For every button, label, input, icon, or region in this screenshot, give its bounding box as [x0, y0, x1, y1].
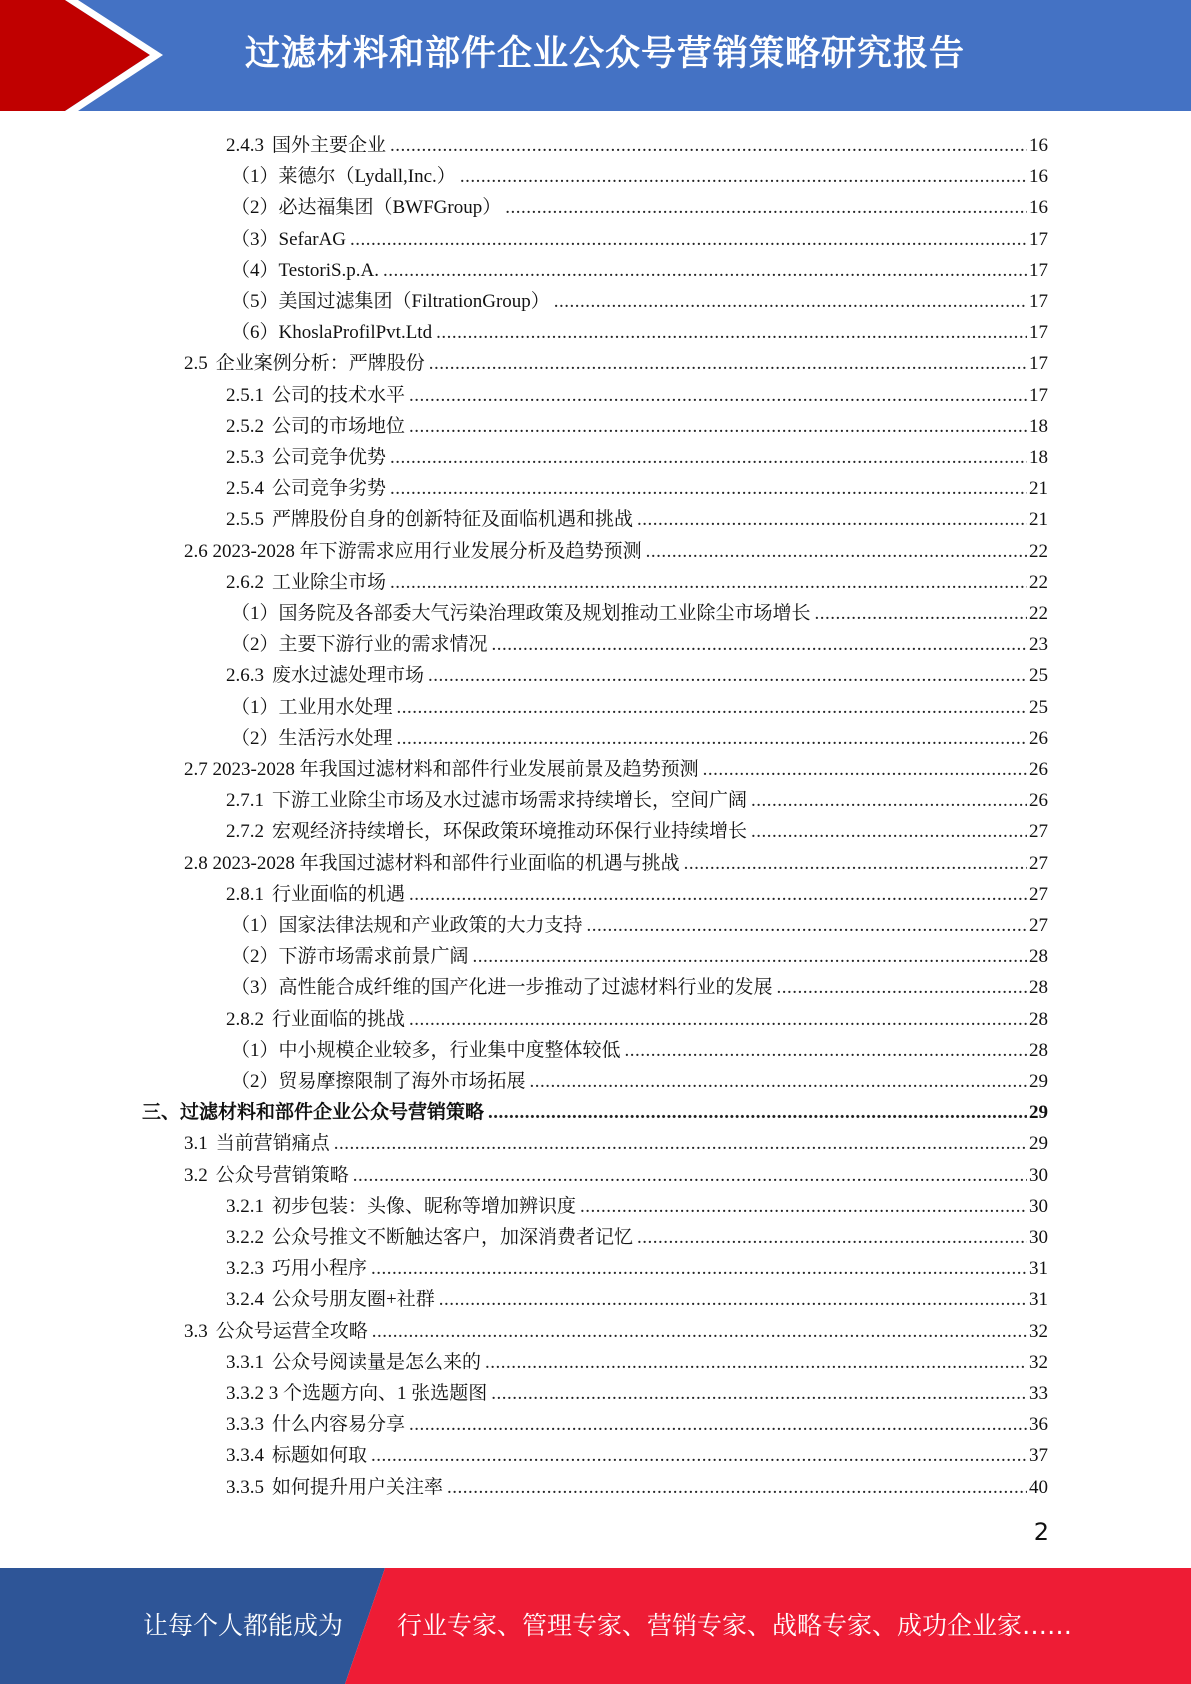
- footer-slogan-left: 让每个人都能成为: [143, 1611, 344, 1640]
- toc-entry[interactable]: [0, 657, 1191, 688]
- toc-entry-number: 2.8.1: [226, 883, 264, 905]
- toc-entry-page: 40: [1029, 1476, 1048, 1498]
- toc-entry-title: （2）贸易摩擦限制了海外市场拓展: [231, 1071, 526, 1092]
- toc-entry-number: 3.2.3: [226, 1258, 264, 1280]
- toc-dot-leader: [409, 384, 1027, 408]
- toc-entry-title: （1）工业用水处理: [231, 696, 393, 718]
- toc-entry-number: 2.8.2: [226, 1008, 264, 1030]
- toc-entry-page: 18: [1029, 447, 1048, 468]
- toc-entry[interactable]: [0, 1375, 1191, 1406]
- toc-entry[interactable]: [0, 595, 1191, 626]
- toc-entry[interactable]: [0, 782, 1191, 813]
- toc-entry[interactable]: [0, 969, 1191, 1000]
- toc-dot-leader: [505, 196, 1027, 220]
- toc-entry-title: （3）高性能合成纤维的国产化进一步推动了过滤材料行业的发展: [231, 977, 773, 999]
- toc-dot-leader: [637, 508, 1027, 532]
- toc-entry-page: 22: [1029, 571, 1048, 593]
- toc-entry-number: 3.2: [184, 1164, 208, 1186]
- toc-entry-number: 3.3.5: [226, 1476, 264, 1498]
- toc-entry-page: 17: [1029, 228, 1048, 250]
- toc-entry-title: 严牌股份自身的创新特征及面临机遇和挑战: [272, 509, 634, 531]
- toc-entry-page: 16: [1029, 197, 1048, 219]
- toc-entry[interactable]: [0, 1281, 1191, 1312]
- toc-entry-title: （1）中小规模企业较多，行业集中度整体较低: [231, 1039, 621, 1061]
- toc-entry-page: 31: [1029, 1289, 1048, 1311]
- toc-entry-page: 30: [1029, 1195, 1048, 1217]
- toc-entry-title: 公众号运营全攻略: [215, 1320, 368, 1342]
- toc-entry-page: 17: [1029, 322, 1048, 344]
- toc-dot-leader: [684, 852, 1027, 876]
- toc-entry-page: 33: [1029, 1383, 1048, 1404]
- toc-entry-title: 企业案例分析：严牌股份: [215, 353, 425, 375]
- toc-entry-page: 28: [1029, 977, 1048, 999]
- toc-dot-leader: [383, 259, 1027, 283]
- toc-entry-title: （1）国家法律法规和产业政策的大力支持: [231, 915, 583, 936]
- toc-entry[interactable]: [0, 1157, 1191, 1188]
- toc-dot-leader: [390, 571, 1027, 595]
- toc-entry[interactable]: [0, 501, 1191, 532]
- toc-entry[interactable]: [0, 1001, 1191, 1032]
- toc-entry-page: 27: [1029, 852, 1048, 874]
- toc-dot-leader: [371, 1444, 1027, 1468]
- toc-dot-leader: [554, 290, 1027, 314]
- toc-entry[interactable]: [0, 845, 1191, 876]
- toc-entry-page: 32: [1029, 1351, 1048, 1373]
- toc-entry[interactable]: [0, 689, 1191, 720]
- toc-dot-leader: [428, 664, 1027, 688]
- toc-entry-number: 3.2.4: [226, 1289, 264, 1311]
- toc-entry[interactable]: [0, 127, 1191, 158]
- toc-entry[interactable]: [0, 189, 1191, 220]
- toc-entry-title: 3.3.2 3 个选题方向、1 张选题图: [226, 1383, 488, 1404]
- toc-entry-page: 23: [1029, 634, 1048, 656]
- toc-entry-number: 2.5.3: [226, 447, 264, 468]
- toc-entry-title: 行业面临的机遇: [272, 883, 406, 905]
- toc-entry-title: 公众号阅读量是怎么来的: [272, 1351, 482, 1373]
- toc-entry[interactable]: [0, 1250, 1191, 1281]
- toc-entry-number: 2.5: [184, 353, 208, 375]
- toc-entry[interactable]: [0, 1032, 1191, 1063]
- toc-dot-leader: [409, 1413, 1027, 1437]
- toc-entry-title: 什么内容易分享: [272, 1414, 406, 1436]
- toc-entry-page: 17: [1029, 353, 1048, 375]
- page-footer: [0, 1568, 1191, 1684]
- toc-entry[interactable]: [0, 907, 1191, 938]
- toc-entry-number: 3.3.1: [226, 1351, 264, 1373]
- toc-entry[interactable]: [0, 470, 1191, 501]
- toc-entry[interactable]: [0, 564, 1191, 595]
- toc-entry-page: 26: [1029, 759, 1048, 780]
- toc-entry-page: 17: [1029, 384, 1048, 406]
- toc-entry-title: 废水过滤处理市场: [272, 665, 425, 687]
- toc-dot-leader: [429, 352, 1027, 376]
- toc-entry[interactable]: [0, 1063, 1191, 1094]
- toc-entry-title: （5）美国过滤集团（FiltrationGroup）: [231, 291, 550, 312]
- toc-entry-title: （2）必达福集团（BWFGroup）: [231, 197, 502, 219]
- toc-dot-leader: [350, 228, 1027, 252]
- toc-entry[interactable]: [0, 408, 1191, 439]
- toc-entry-title: 公司的市场地位: [272, 415, 406, 437]
- toc-entry-title: （1）莱德尔（Lydall,Inc.）: [231, 166, 456, 188]
- toc-entry[interactable]: [0, 1437, 1191, 1468]
- toc-entry-title: 行业面临的挑战: [272, 1008, 406, 1030]
- toc-dot-leader: [372, 1320, 1027, 1344]
- toc-entry-title: 2.7 2023-2028 年我国过滤材料和部件行业发展前景及趋势预测: [184, 759, 699, 780]
- toc-entry[interactable]: [0, 720, 1191, 751]
- toc-entry[interactable]: [0, 1188, 1191, 1219]
- toc-dot-leader: [646, 540, 1027, 564]
- toc-entry-number: 2.5.2: [226, 415, 264, 437]
- toc-entry-title: 公众号朋友圈+社群: [272, 1289, 435, 1311]
- toc-entry-number: 3.3.4: [226, 1445, 264, 1467]
- toc-entry[interactable]: [0, 158, 1191, 189]
- toc-entry-title: 公司竞争劣势: [272, 478, 387, 500]
- toc-entry[interactable]: [0, 1313, 1191, 1344]
- toc-entry[interactable]: [0, 221, 1191, 252]
- toc-entry[interactable]: [0, 1125, 1191, 1156]
- toc-entry[interactable]: [0, 283, 1191, 314]
- toc-dot-leader: [751, 820, 1027, 844]
- toc-entry-title: （4）TestoriS.p.A.: [231, 259, 380, 281]
- toc-entry-title: 工业除尘市场: [272, 571, 387, 593]
- toc-dot-leader: [491, 1382, 1027, 1406]
- toc-entry-title: 当前营销痛点: [215, 1133, 330, 1155]
- toc-entry-number: 3.2.2: [226, 1227, 264, 1248]
- header-red-chevron: [0, 0, 150, 111]
- toc-dot-leader: [436, 321, 1027, 345]
- toc-entry[interactable]: [0, 1406, 1191, 1437]
- toc-dot-leader: [460, 165, 1027, 189]
- toc-dot-leader: [625, 1039, 1027, 1063]
- toc-entry-title: 巧用小程序: [272, 1258, 368, 1280]
- toc-entry-title: 如何提升用户关注率: [272, 1476, 444, 1498]
- toc-entry[interactable]: [0, 938, 1191, 969]
- toc-entry[interactable]: [0, 314, 1191, 345]
- toc-entry[interactable]: [0, 751, 1191, 782]
- toc-dot-leader: [397, 696, 1027, 720]
- toc-entry-title: 公众号营销策略: [215, 1164, 349, 1186]
- toc-dot-leader: [777, 976, 1027, 1000]
- toc-entry[interactable]: [0, 345, 1191, 376]
- toc-entry-title: 公司的技术水平: [272, 384, 406, 406]
- toc-entry-page: 27: [1029, 821, 1048, 843]
- toc-dot-leader: [353, 1164, 1027, 1188]
- page-header: [0, 0, 1191, 111]
- toc-entry-title: 宏观经济持续增长，环保政策环境推动环保行业持续增长: [272, 821, 748, 843]
- toc-entry-page: 25: [1029, 696, 1048, 718]
- toc-entry-page: 25: [1029, 665, 1048, 687]
- toc-entry-page: 28: [1029, 1039, 1048, 1061]
- toc-entry-page: 37: [1029, 1445, 1048, 1467]
- toc-dot-leader: [815, 602, 1027, 626]
- toc-dot-leader: [409, 415, 1027, 439]
- toc-dot-leader: [473, 945, 1027, 969]
- toc-dot-leader: [439, 1288, 1027, 1312]
- toc-entry-page: 17: [1029, 259, 1048, 281]
- toc-dot-leader: [409, 1008, 1027, 1032]
- toc-entry-number: 2.5.4: [226, 478, 264, 500]
- toc-entry-title: （6）KhoslaProfilPvt.Ltd: [231, 322, 433, 344]
- toc-entry[interactable]: [0, 626, 1191, 657]
- toc-entry-page: 22: [1029, 540, 1048, 562]
- toc-entry-title: （3）SefarAG: [231, 228, 347, 250]
- toc-entry[interactable]: [0, 876, 1191, 907]
- toc-entry-title: （2）下游市场需求前景广阔: [231, 946, 469, 968]
- toc-entry-page: 27: [1029, 915, 1048, 936]
- toc-dot-leader: [580, 1195, 1027, 1219]
- toc-entry-title: （1）国务院及各部委大气污染治理政策及规划推动工业除尘市场增长: [231, 603, 811, 624]
- toc-entry[interactable]: [0, 377, 1191, 408]
- toc-dot-leader: [485, 1351, 1027, 1375]
- toc-entry-number: 2.7.1: [226, 790, 264, 812]
- toc-dot-leader: [703, 758, 1027, 782]
- toc-dot-leader: [334, 1132, 1027, 1156]
- toc-entry[interactable]: [0, 252, 1191, 283]
- toc-dot-leader: [488, 1101, 1027, 1125]
- toc-entry-page: 18: [1029, 415, 1048, 437]
- toc-entry-page: 16: [1029, 135, 1048, 156]
- toc-entry-title: 2.8 2023-2028 年我国过滤材料和部件行业面临的机遇与挑战: [184, 852, 680, 874]
- toc-entry-number: 2.7.2: [226, 821, 264, 843]
- toc-entry-number: 2.5.1: [226, 384, 264, 406]
- toc-entry-number: 3.3: [184, 1320, 208, 1342]
- toc-entry-page: 16: [1029, 166, 1048, 188]
- toc-entry-number: 2.5.5: [226, 509, 264, 531]
- toc-entry-number: 2.6.3: [226, 665, 264, 687]
- toc-entry-number: 3.1: [184, 1133, 208, 1155]
- toc-entry[interactable]: [0, 1469, 1191, 1500]
- toc-entry[interactable]: [0, 533, 1191, 564]
- toc-dot-leader: [587, 914, 1027, 938]
- toc-entry-page: 27: [1029, 883, 1048, 905]
- toc-entry-page: 32: [1029, 1320, 1048, 1342]
- toc-entry-title: 公众号推文不断触达客户，加深消费者记忆: [272, 1227, 634, 1248]
- toc-entry-title: 标题如何取: [272, 1445, 368, 1467]
- toc-entry-page: 30: [1029, 1227, 1048, 1248]
- toc-entry-page: 26: [1029, 727, 1048, 749]
- toc-entry-page: 31: [1029, 1258, 1048, 1280]
- toc-dot-leader: [390, 134, 1027, 158]
- toc-entry-page: 30: [1029, 1164, 1048, 1186]
- toc-dot-leader: [751, 789, 1027, 813]
- toc-dot-leader: [530, 1070, 1027, 1094]
- toc-entry-page: 36: [1029, 1414, 1048, 1436]
- toc-dot-leader: [397, 727, 1027, 751]
- toc-dot-leader: [447, 1476, 1027, 1500]
- toc-entry-title: 下游工业除尘市场及水过滤市场需求持续增长，空间广阔: [272, 790, 748, 812]
- toc-entry-page: 28: [1029, 946, 1048, 968]
- toc-entry-number: 3.3.3: [226, 1414, 264, 1436]
- footer-slogan-right: 行业专家、管理专家、营销专家、战略专家、成功企业家……: [397, 1611, 1073, 1640]
- toc-entry-page: 17: [1029, 291, 1048, 312]
- toc-entry[interactable]: [0, 813, 1191, 844]
- toc-entry-page: 28: [1029, 1008, 1048, 1030]
- toc-entry-page: 21: [1029, 478, 1048, 500]
- toc-dot-leader: [409, 883, 1027, 907]
- toc-entry[interactable]: [0, 439, 1191, 470]
- toc-entry-title: 2.6 2023-2028 年下游需求应用行业发展分析及趋势预测: [184, 540, 642, 562]
- report-title: 过滤材料和部件企业公众号营销策略研究报告: [245, 34, 966, 74]
- toc-dot-leader: [637, 1226, 1027, 1250]
- toc-entry-number: 2.6.2: [226, 571, 264, 593]
- toc-entry-page: 29: [1029, 1102, 1048, 1124]
- toc-entry-page: 21: [1029, 509, 1048, 531]
- toc-entry-title: （2）生活污水处理: [231, 727, 393, 749]
- toc-dot-leader: [371, 1257, 1027, 1281]
- toc-entry-number: 2.4.3: [226, 135, 264, 156]
- toc-entry-title: 公司竞争优势: [272, 447, 387, 468]
- toc-entry-title: 国外主要企业: [272, 135, 387, 156]
- toc-entry[interactable]: [0, 1344, 1191, 1375]
- page-number: 2: [1033, 1518, 1049, 1546]
- toc-entry-title: 初步包装：头像、昵称等增加辨识度: [272, 1195, 577, 1217]
- toc-entry[interactable]: [0, 1094, 1191, 1125]
- toc-entry-page: 29: [1029, 1133, 1048, 1155]
- toc-entry-title: （2）主要下游行业的需求情况: [231, 634, 488, 656]
- toc-dot-leader: [390, 446, 1027, 470]
- toc-dot-leader: [390, 477, 1027, 501]
- toc-entry-title: 三、过滤材料和部件企业公众号营销策略: [142, 1102, 485, 1124]
- toc-entry-page: 26: [1029, 790, 1048, 812]
- toc-entry-page: 29: [1029, 1071, 1048, 1092]
- toc-dot-leader: [492, 633, 1027, 657]
- toc-entry-page: 22: [1029, 603, 1048, 624]
- toc-entry-number: 3.2.1: [226, 1195, 264, 1217]
- toc-entry[interactable]: [0, 1219, 1191, 1250]
